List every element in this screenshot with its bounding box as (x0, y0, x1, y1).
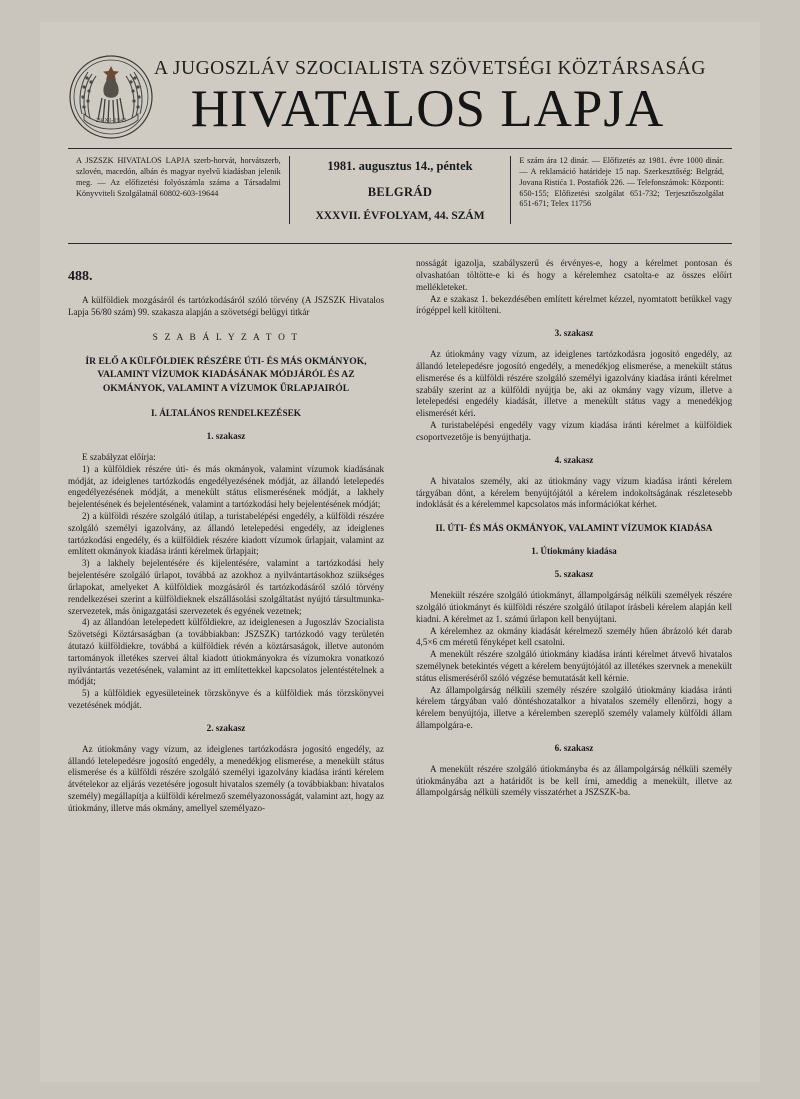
article-body (68, 258, 732, 814)
article-6-paragraph-1: A menekült részére szolgáló útiokmányba és az állampolgárság nélküli személy útiokmányába azt a határidőt is be kell írni, ameddig a menekült, illetve az állampolgárság nélküli személy visszatérhet a JSZSZK-ba. (416, 763, 732, 798)
article-3-paragraph-2: A turistabelépési engedély vagy vízum kiadása iránti kérelmet a külföldiek csoportvezetője is benyújthatja. (416, 420, 732, 442)
act-intro: A külföldiek mozgásáról és tartózkodásáról szóló törvény (A JSZSZK Hivatalos Lapja 56/80 szám) 99. szakasza alapján a szövetségi belügyi titkár (68, 295, 384, 318)
publication-title: HIVATALOS LAPJA (190, 80, 665, 138)
article-2-paragraph-1: Az útiokmány vagy vízum, az ideiglenes tartózkodásra jogosító engedély, az állandó letelepedésre jogosító engedély, a menedékjog elismerése, a menekült státus elismerése és a külföldi részére szolgáló személyi igazolvány kiadása iránti kérelem átvételekor az eljárás vezetésére jogosult hivatalos személy (a továbbiakban: hivatalos személy) megállapítja a külföldi kérelmező személyazonosságát, valamint azt, hogy az útiokmány, illetve más okmány, amellyel személyazo- (68, 743, 384, 813)
masthead-rule-bottom (68, 243, 732, 244)
issue-info-bar (68, 149, 732, 231)
article-2-continuation: nosságát igazolja, szabályszerű és érvényes-e, hogy a kérelmet pontosan és olvashatóan töltötte-e ki és hogy a kérelemhez csatolta-e az összes előírt mellékleteket. (416, 258, 732, 292)
act-number: 488. (68, 269, 93, 285)
newspaper-sheet (40, 22, 760, 1082)
article-1-lead: E szabályzat előírja: (82, 451, 156, 462)
article-5-heading: 5. szakasz (554, 569, 594, 580)
publication-subtitle: A JUGOSZLÁV SZOCIALISTA SZÖVETSÉGI KÖZTÁRSASÁG (154, 58, 706, 79)
article-1-point-1: 1) a külföldiek részére úti- és más okmányok, valamint vízumok kiadásának módját, az ideiglenes tartózkodás engedélyezésének módját, az állandó letelepedés engedélyezésének módját, a menekült státus elismerésének módját, a lakhely bejelentésének és bejelentésének, valamint a tartózkodási hely bejelentésének módját; (68, 463, 384, 510)
column-left (68, 258, 400, 814)
emblem-date-text: 29-XI-1943 (95, 117, 127, 124)
article-1-heading: 1. szakasz (206, 431, 246, 442)
article-2-paragraph-2: Az e szakasz 1. bekezdésében említett kérelmet kézzel, nyomtatott betűkkel vagy írógéppel kell kitölteni. (416, 293, 732, 316)
subsection-heading-1: 1. Útiokmány kiadása (531, 546, 617, 557)
document-kind: S Z A B Á L Y Z A T O T (152, 333, 300, 344)
article-2-heading: 2. szakasz (206, 722, 246, 733)
article-1-point-4: 4) az állandóan letelepedett külföldiekre, az ideiglenesen a Jugoszláv Szocialista Szövetségi Köztársaságban (a továbbiakban: JSZSZK) tartózkodó vagy területén átutazó külföldiekre, továbbá a külföldiek révén a köztársaságok, illetve autonóm tartományok illetékes szervei által kiadott útiokmányokra és vízumokra vonatkozó nyilvántartás vezetésének, valamint az itt említettekkel kapcsolatos jelentéstételnek a módját; (68, 617, 384, 687)
column-right (400, 258, 732, 814)
article-4-heading: 4. szakasz (554, 454, 594, 465)
issue-identity (289, 156, 512, 224)
article-3-paragraph-1: Az útiokmány vagy vízum, az ideiglenes tartózkodásra jogosító engedély, az állandó letelepedésre jogosító engedély, a menedékjog elismerése, a menekült státus elismerése és a külföldi részére szolgáló személyi igazolvány kiadása iránti kérelmet szabály szerint az a külföldi nyújtja be, aki az okmány vagy vízum, illetve a letelepedési engedély kiadását, illetve a menekült státus vagy a menedékjog elismerését kéri. (416, 349, 732, 419)
article-4-paragraph-1: A hivatalos személy, aki az útiokmány vagy vízum kiadása iránti kérelem tárgyában dönt, a kérelem benyújtójától a kérelem indokoltságának részletesebb indoklását és a kérelemmel kapcsolatos más információkat kérhet. (416, 475, 732, 510)
article-5-paragraph-3: A menekült részére szolgáló útiokmány kiadása iránti kérelmet átvevő hivatalos személynek betekintés végett a kérelem benyújtójától az illetékes szervnek a menekült státus elismeréséről szóló végzése bemutatását kell kérnie. (416, 649, 732, 683)
document-title: ÍR ELŐ A KÜLFÖLDIEK RÉSZÉRE ÚTI- ÉS MÁS OKMÁNYOK, VALAMINT VÍZUMOK KIADÁSÁNAK MÓDJÁRÓL ÉS AZ OKMÁNYOK, VALAMINT A VÍZUMOK ŰRLAPJAIRÓL (85, 356, 367, 394)
article-5-paragraph-2: A kérelemhez az okmány kiadását kérelmező személy hűen ábrázoló két darab 4,5×6 cm méretű fényképet kell csatolni. (416, 625, 732, 648)
article-5-paragraph-1: Menekült részére szolgáló útiokmányt, állampolgárság nélküli személyek részére szolgáló útiokmányt és külföldi részére szolgáló útilapot írásbeli kérelem alapján kell kiadni. A kérelmet az 1. számú űrlapon kell benyújtani. (416, 590, 732, 624)
section-heading-i: I. ÁLTALÁNOS RENDELKEZÉSEK (150, 408, 302, 419)
article-6-heading: 6. szakasz (554, 742, 594, 753)
issue-volume: XXXVII. ÉVFOLYAM, 44. SZÁM (315, 210, 485, 223)
article-1-point-3: 3) a lakhely bejelentésére és kijelentésére, valamint a tartózkodási hely bejelentésére szolgáló űrlapot, továbbá az azokhoz a nyilvántartásokhoz szükséges űrlapokat, amelyeket A külföldiek mozgásáról és tartózkodásáról szóló törvény rendelkezései szerint a külföldieknek elszállásolási szolgáltatást nyújtó társultmunka-szervezetek, más önigazgatási szervezetek és egyének vezetnek; (68, 558, 384, 616)
subscription-info: E szám ára 12 dinár. — Előfizetés az 1981. évre 1000 dinár. — A reklamáció határideje 15 nap. Szerkesztőség: Belgrád, Jovana Ristića 1. Postafiók 226. — Telefonszámok: Központi: 650-155; Előfizetési szolgálat 651-732; Terjesztőszolgálat 651-671; Telex 11756 (519, 156, 725, 209)
yugoslav-state-emblem-icon (68, 54, 154, 140)
section-heading-ii: II. ÚTI- ÉS MÁS OKMÁNYOK, VALAMINT VÍZUMOK KIADÁSA (435, 524, 713, 535)
article-3-heading: 3. szakasz (554, 328, 594, 339)
issue-city: BELGRÁD (367, 184, 433, 199)
article-1-point-5: 5) a külföldiek egyesületeinek törzskönyve és a külföldiek más törzskönyvei vezetésének módját. (68, 688, 384, 711)
publisher-info: A JSZSZK HIVATALOS LAPJA szerb-horvát, horvátszerb, szlovén, macedón, albán és magyar nyelvű kiadásban jelenik meg. — Az előfizetési folyószámla száma a Társadalmi Könyvviteli Szolgálatnál 60802-603-19644 (76, 156, 281, 198)
article-1-point-2: 2) a külföldi részére szolgáló útilap, a turistabelépési engedély, a külföldi részére szolgáló személyi igazolvány, az állandó letelepedési engedély, az ideiglenes tartózkodási engedély, és a külföldiek részére kiadott vízumok űrlapjait, valamint az említett okmányok kiadása iránti kérelmek űrlapjait; (68, 511, 384, 557)
article-5-paragraph-4: Az állampolgárság nélküli személy részére szolgáló útiokmány kiadása iránti kérelem tárgyában való döntéshozatalkor a hivatalos személy ellenőrzi, hogy a kérelem benyújtója, illetve a kérelemben szereplő személy valamely külföldi állam állampolgára-e. (416, 684, 732, 731)
issue-date: 1981. augusztus 14., péntek (327, 159, 473, 174)
masthead (40, 22, 760, 136)
